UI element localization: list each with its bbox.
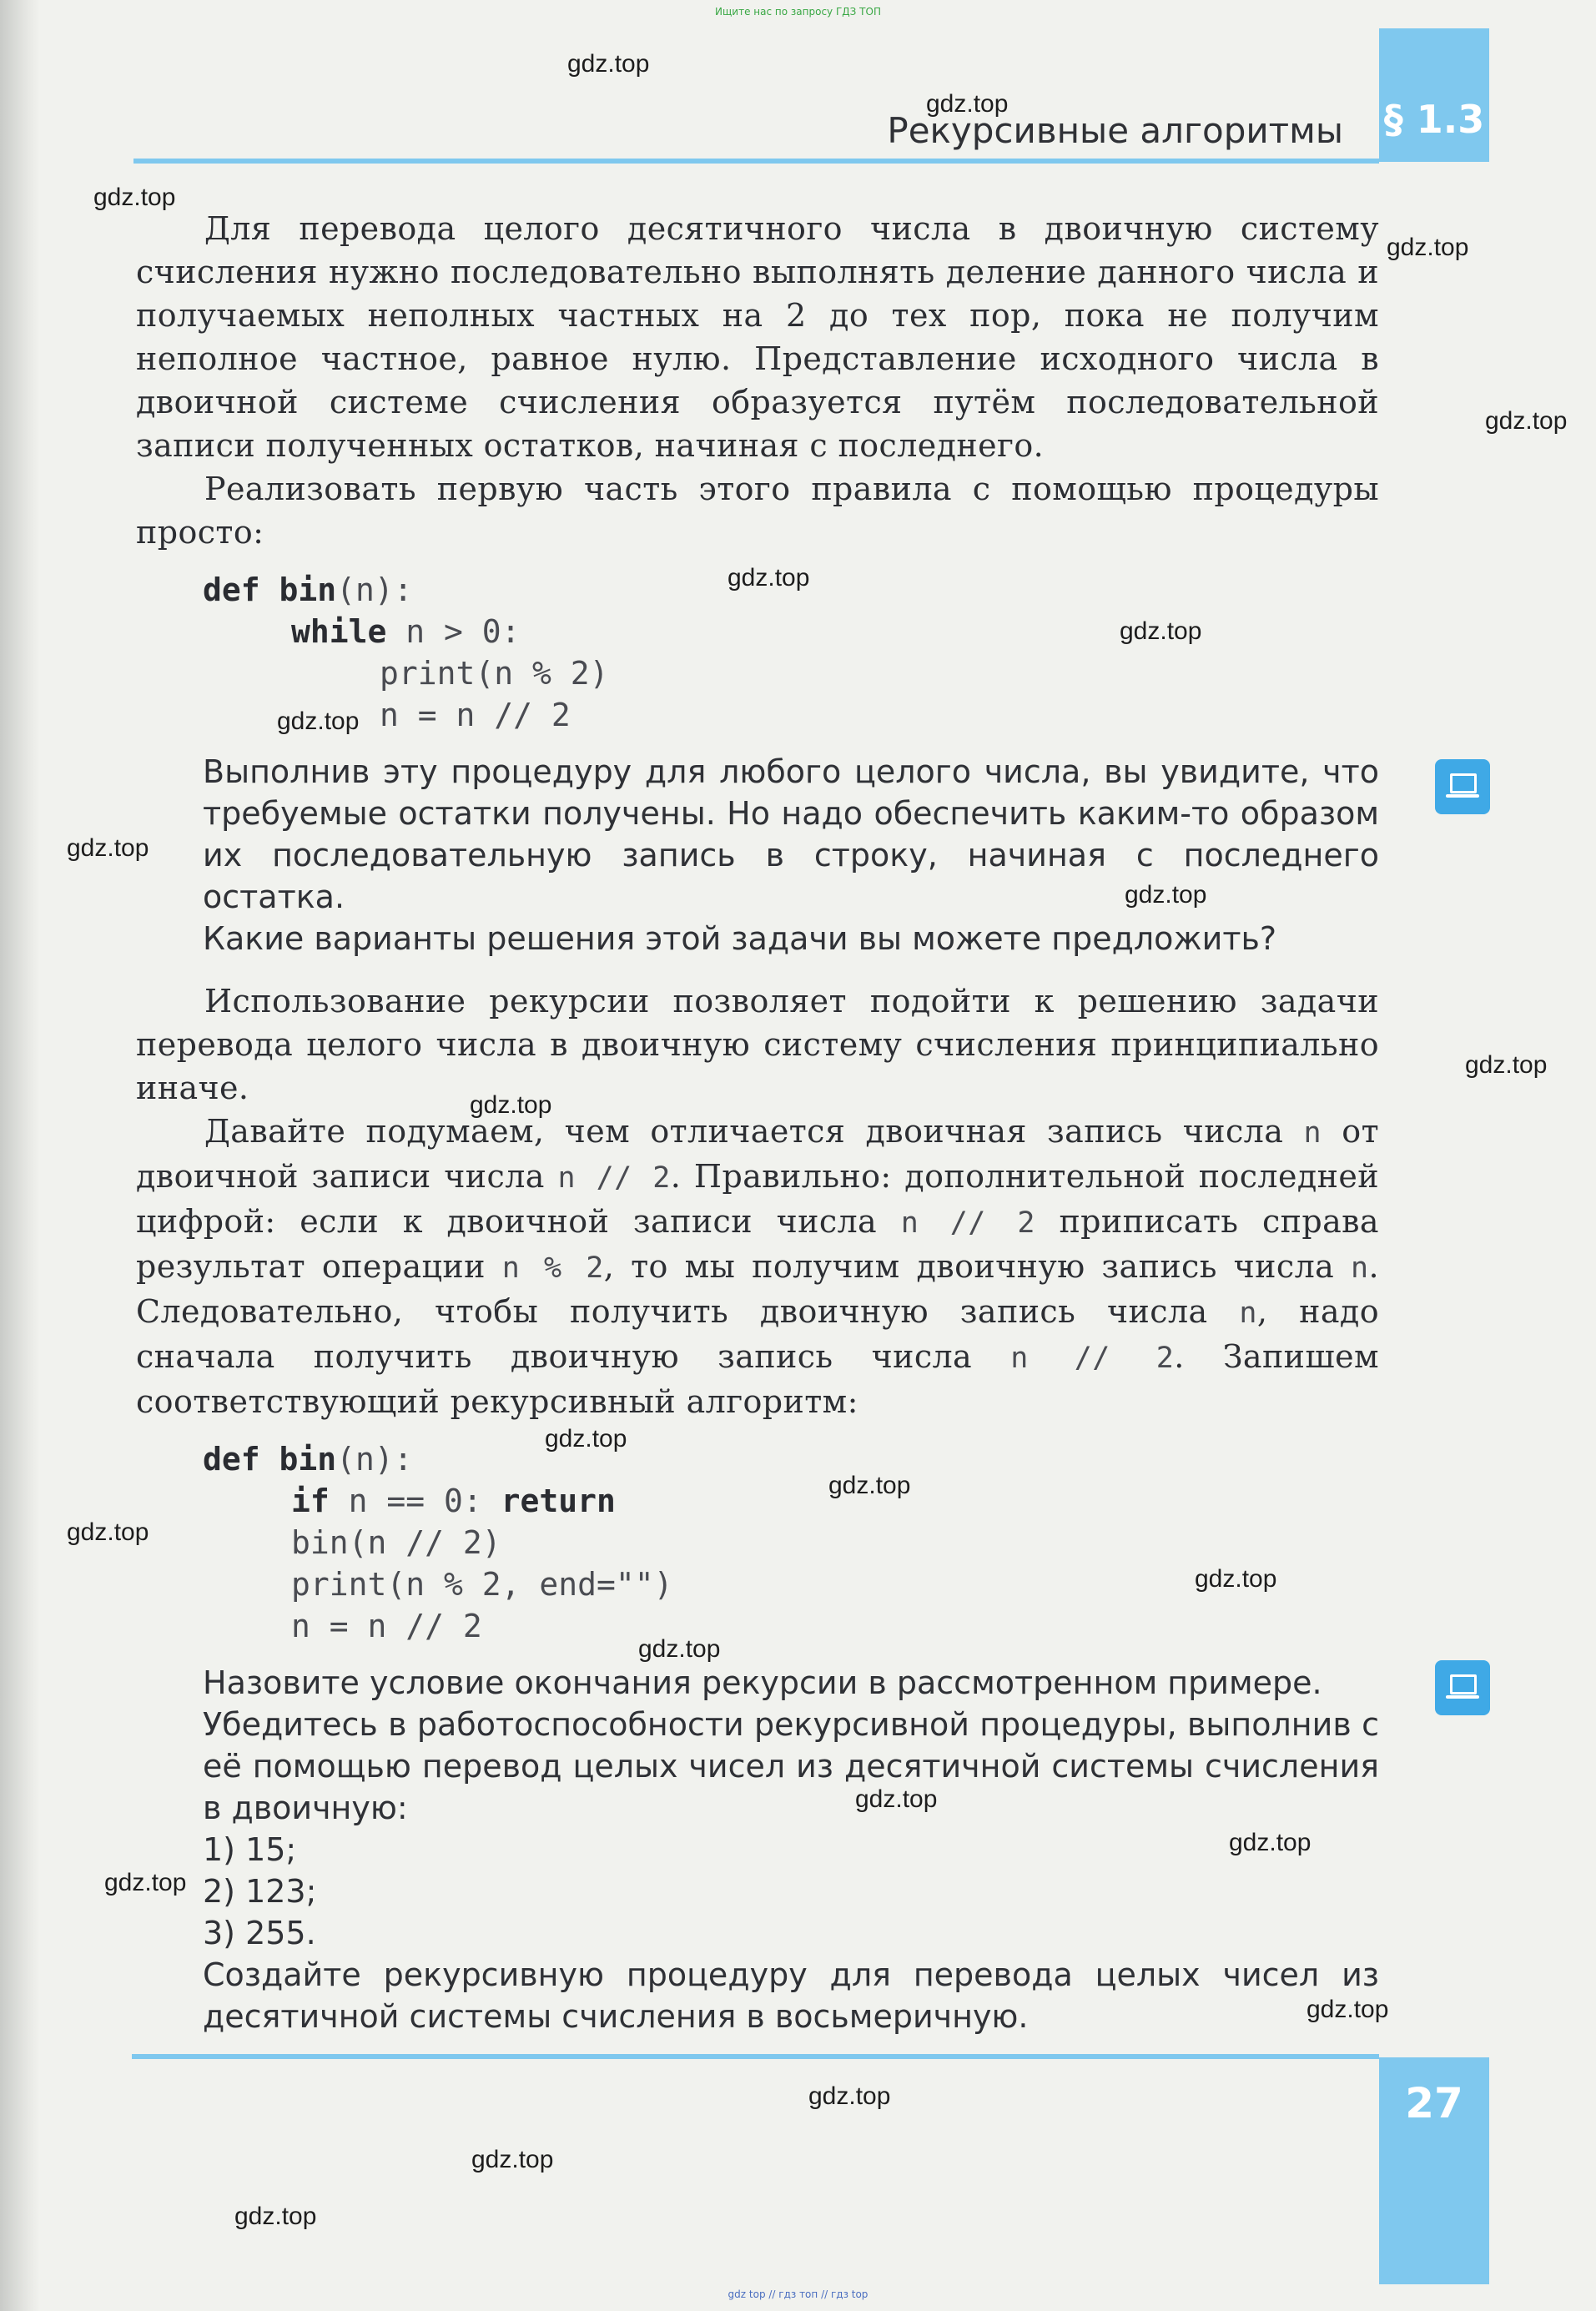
list-item: 1) 15; [203, 1831, 297, 1868]
task-verify-procedure: Убедитесь в работоспособности рекурсивной процедуры, выполнив с её помощью перевод целых чисел из десятичной системы счисления в двоичную: [203, 1706, 1379, 1826]
code-line-print: print(n % 2) [380, 655, 609, 692]
paragraph-recursion-approach: Использование рекурсии позволяет подойти к решению задачи перевода целого числа в двоичную систему счисления принципиально иначе. [136, 983, 1379, 1106]
code-line-while [203, 611, 1379, 652]
task-observe-remainders: Выполнив эту процедуру для любого целого числа, вы увидите, что требуемые остатки получены. Но надо обеспечить каким-то образом их последовательную запись в строку, начиная с последнего остатка. [203, 753, 1379, 915]
watermark: gdz.top [1307, 1996, 1389, 2023]
code-line-if [203, 1480, 1379, 1522]
page-number: 27 [1405, 2079, 1463, 2127]
code-keyword-if: if [291, 1483, 330, 1519]
code-line-print: print(n % 2, end="") [291, 1566, 673, 1603]
watermark: gdz.top [808, 2082, 891, 2110]
watermark: gdz.top [855, 1785, 938, 1813]
watermark: gdz.top [828, 1472, 911, 1499]
code-if-condition: n == 0: [329, 1483, 501, 1519]
inline-code: n // 2 [557, 1161, 671, 1195]
code-def-args: (n): [336, 1441, 413, 1478]
inline-code: n // 2 [900, 1206, 1035, 1240]
watermark: gdz.top [567, 50, 650, 78]
watermark: gdz.top [1195, 1565, 1277, 1593]
watermark: gdz.top [1387, 234, 1469, 261]
list-item: 3) 255. [203, 1915, 316, 1951]
watermark: gdz.top [545, 1425, 627, 1453]
watermark: gdz.top [1485, 407, 1568, 435]
list-item: 2) 123; [203, 1873, 317, 1910]
watermark: gdz.top [926, 90, 1009, 118]
paragraph-binary-relation: Давайте подумаем, чем отличается двоичная запись числа n от двоичной записи числа n // 2. Правильно: дополнительной последней цифрой: если к двоичной записи числа n // 2 приписать справа результат операции n % 2, то мы получим двоичную запись числа n. Следовательно, чтобы получить двоичную запись числа n, надо сначала получить двоичную запись числа n // 2. Запишем соответствующий рекурсивный алгоритм: [136, 1113, 1380, 1420]
inline-code: n [1351, 1251, 1369, 1285]
watermark: gdz.top [470, 1091, 552, 1119]
watermark: gdz.top [728, 564, 810, 592]
paragraph-binary-rule: Для перевода целого десятичного числа в двоичную систему счисления нужно последовательно выполнять деление данного числа и получаемых неполных частных на 2 до тех пор, пока не получим неполное частное, равное нулю. Представление исходного числа в двоичной системе счисления образуется путём последовательной записи полученных остатков, начиная с последнего. [136, 210, 1379, 464]
watermark: gdz.top [67, 834, 149, 862]
code-function-name: bin [279, 1441, 337, 1478]
watermark: gdz.top [67, 1518, 149, 1546]
code-block-recursive [136, 1438, 1379, 1647]
computer-icon [1435, 1660, 1490, 1715]
code-keyword-return: return [501, 1483, 616, 1519]
code-keyword-def: def [203, 1441, 260, 1478]
watermark: gdz.top [1229, 1829, 1312, 1856]
code-line-recursive-call: bin(n // 2) [291, 1524, 501, 1561]
watermark: gdz.top [1120, 617, 1202, 645]
task-suggest-options: Какие варианты решения этой задачи вы можете предложить? [203, 920, 1277, 957]
computer-icon [1435, 759, 1490, 814]
page-body [136, 207, 1379, 2037]
page-title: Рекурсивные алгоритмы [887, 110, 1343, 151]
code-while-condition: n > 0: [386, 613, 521, 650]
watermark: gdz.top [1125, 881, 1207, 909]
code-line-assign: n = n // 2 [291, 1608, 482, 1644]
code-line-assign: n = n // 2 [380, 697, 571, 733]
inline-code: n // 2 [1010, 1342, 1175, 1375]
footer-rule [132, 2054, 1379, 2059]
code-line-def [203, 1438, 1379, 1480]
watermark: gdz.top [1465, 1051, 1548, 1079]
inline-code: n [1239, 1296, 1257, 1330]
number-list [136, 1829, 1379, 1954]
watermark: gdz.top [104, 1869, 187, 1896]
code-keyword-while: while [291, 613, 387, 650]
watermark: gdz.top [277, 707, 360, 735]
header-rule [133, 159, 1379, 164]
inline-code: n % 2 [501, 1251, 604, 1285]
top-search-note: Ищите нас по запросу ГДЗ ТОП [715, 6, 881, 18]
code-function-name: bin [279, 571, 337, 608]
task-stop-condition: Назовите условие окончания рекурсии в рассмотренном примере. [203, 1664, 1322, 1701]
code-def-args: (n): [336, 571, 413, 608]
paragraph-first-part: Реализовать первую часть этого правила с помощью процедуры просто: [136, 471, 1379, 551]
section-band [1379, 28, 1489, 162]
watermark: gdz.top [234, 2203, 317, 2230]
watermark: gdz.top [471, 2146, 554, 2173]
section-number: § 1.3 [1383, 97, 1485, 142]
task-octal-procedure: Создайте рекурсивную процедуру для перевода целых чисел из десятичной системы счисления в восьмеричную. [203, 1956, 1379, 2035]
bottom-note: gdz top // гдз топ // гдз top [728, 2288, 868, 2300]
code-keyword-def: def [203, 571, 260, 608]
inline-code: n [1303, 1116, 1322, 1150]
watermark: gdz.top [93, 184, 176, 211]
book-spine-shadow [0, 0, 40, 2311]
watermark: gdz.top [638, 1635, 721, 1663]
